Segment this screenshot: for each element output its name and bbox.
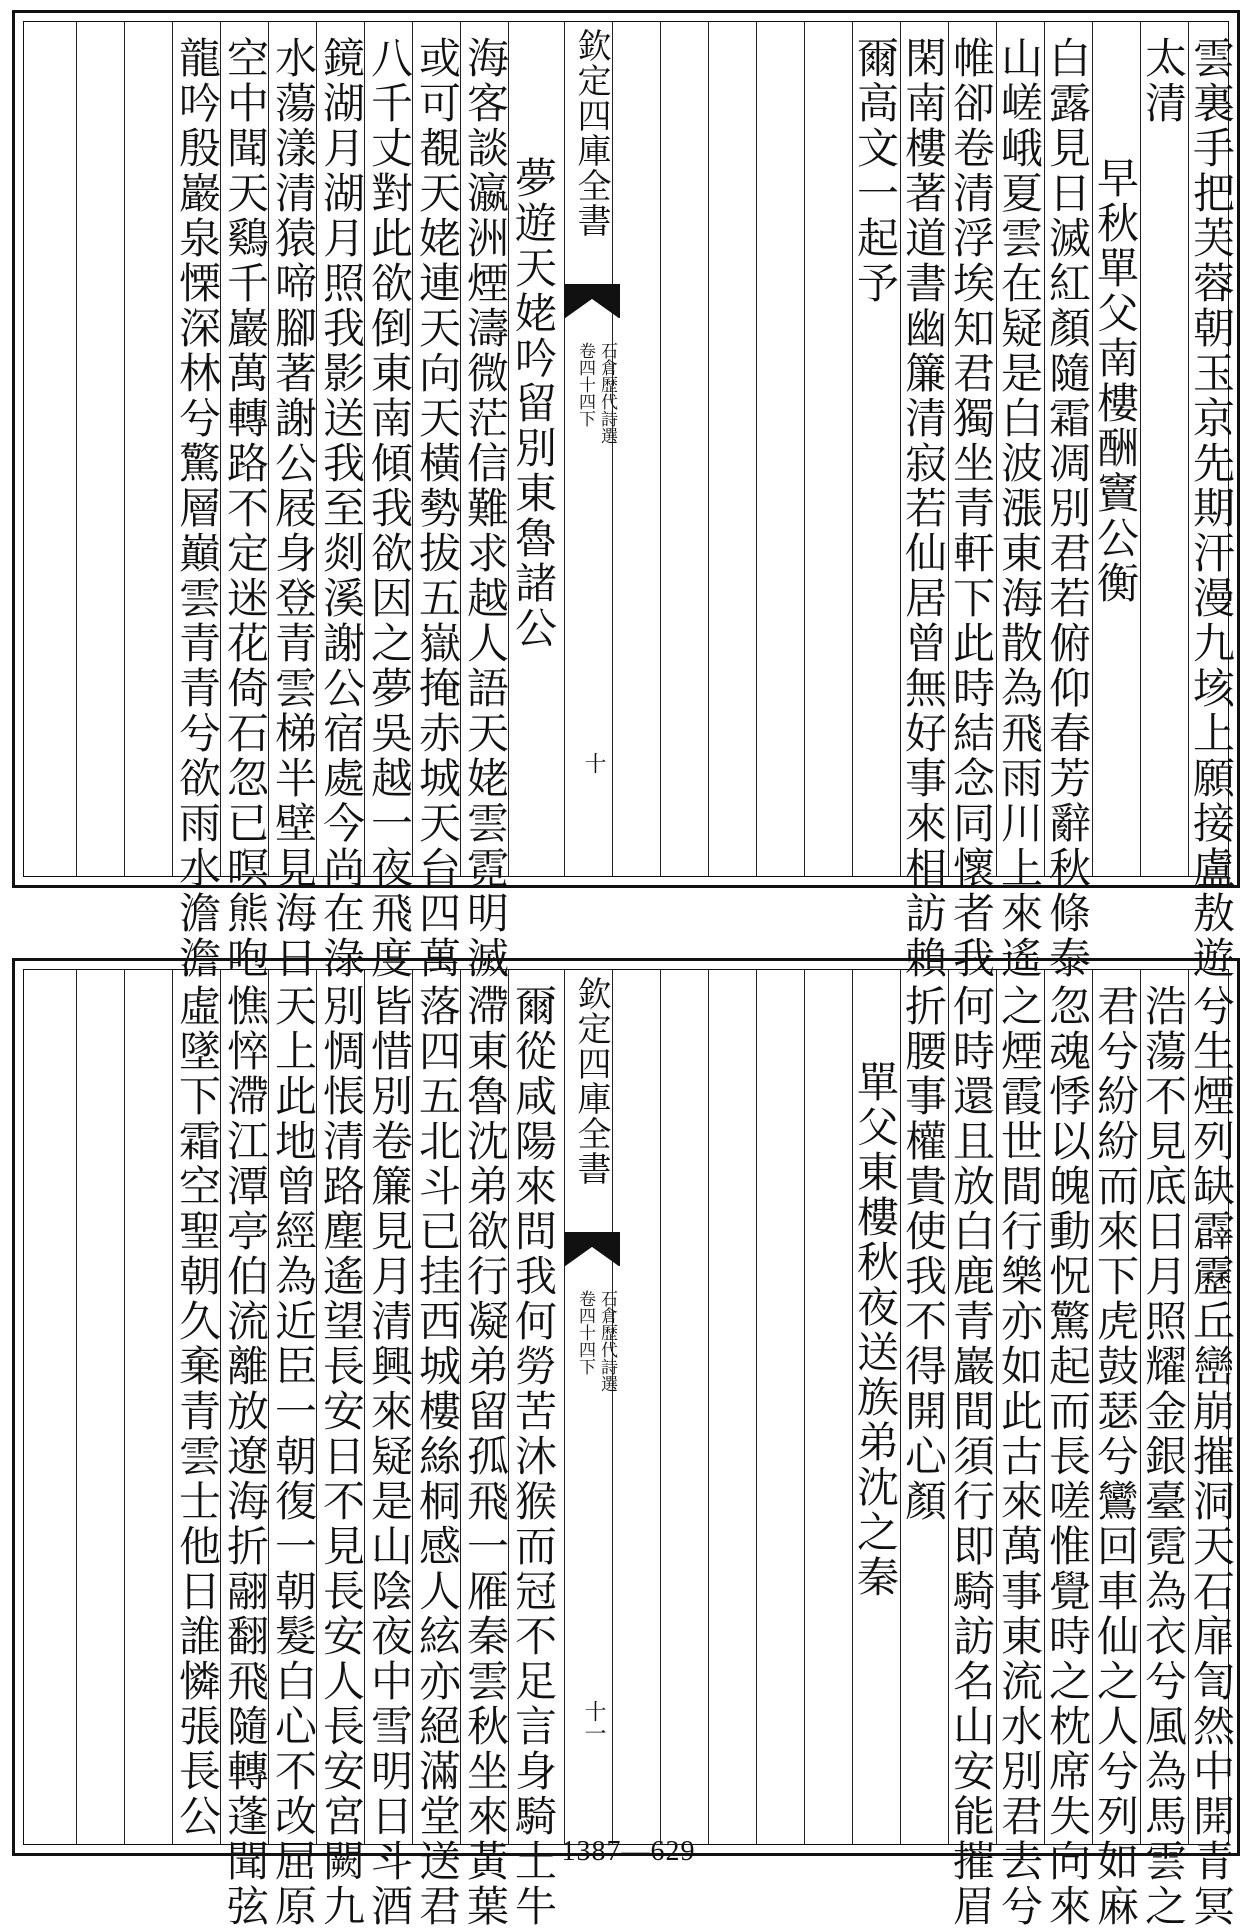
text-column: 鏡湖月湖月照我影送我至剡溪謝公宿處今尚在淥 xyxy=(317,36,366,981)
fish-tail-ornament-icon xyxy=(564,284,620,318)
text-column: 皆惜別卷簾見月清興來疑是山陰夜中雪明日斗酒 xyxy=(365,984,414,1929)
text-column: 山嵯峨夏雲在疑是白波漲東海散為飛雨川上來遙 xyxy=(995,36,1044,981)
text-column: 爾高文一起予 xyxy=(851,36,900,306)
text-column: 或可覩天姥連天向天橫勢拔五嶽掩赤城天台四萬 xyxy=(413,36,462,981)
text-column: 水蕩漾清猿啼腳著謝公屐身登青雲梯半壁見海日 xyxy=(269,36,318,981)
text-column: 何時還且放白鹿青巖間須行即騎訪名山安能摧眉 xyxy=(947,984,996,1929)
text-column: 海客談瀛洲煙濤微茫信難求越人語天姥雲霓明滅 xyxy=(461,36,510,981)
volume-label: 卷四十四下 xyxy=(575,342,595,427)
collection-name: 石倉歷代詩選 xyxy=(597,1290,617,1392)
text-column: 太清 xyxy=(1139,36,1188,126)
text-column: 龍吟殷巖泉慄深林兮驚層巔雲青青兮欲雨水澹澹 xyxy=(173,36,222,981)
text-column: 天上此地曾經為近臣一朝復一朝髮白心不改屈原 xyxy=(269,984,318,1929)
text-column: 閑南樓著道書幽簾清寂若仙居曾無好事來相訪賴 xyxy=(899,36,948,981)
fish-tail-ornament-icon xyxy=(564,1232,620,1266)
source-label xyxy=(566,342,618,444)
text-column: 君兮紛紛而來下虎鼓瑟兮鸞回車仙之人兮列如麻 xyxy=(1091,984,1140,1929)
volume-label: 卷四十四下 xyxy=(575,1290,595,1375)
text-column: 兮生煙列缺霹靂丘巒崩摧洞天石扉訇然中開青冥 xyxy=(1187,984,1236,1929)
text-column: 雲裏手把芙蓉朝玉京先期汗漫九垓上願接盧敖遊 xyxy=(1187,36,1236,981)
text-column: 白露見日滅紅顏隨霜凋別君若俯仰春芳辭秋條泰 xyxy=(1043,36,1092,981)
text-column: 忽魂悸以魄動怳驚起而長嗟惟覺時之枕席失向來 xyxy=(1043,984,1092,1929)
text-column: 折腰事權貴使我不得開心顏 xyxy=(899,984,948,1524)
text-column: 之煙霞世間行樂亦如此古來萬事東流水別君去兮 xyxy=(995,984,1044,1929)
page-number: 十 xyxy=(581,752,606,774)
top-page-centre-strip xyxy=(564,22,620,876)
text-column: 帷卻卷清浮埃知君獨坐青軒下此時結念同懷者我 xyxy=(947,36,996,981)
collection-name: 石倉歷代詩選 xyxy=(597,342,617,444)
poem-title: 夢遊天姥吟留別東魯諸公 xyxy=(509,156,558,651)
text-column: 落四五北斗已挂西城樓絲桐感人絃亦絕滿堂送君 xyxy=(413,984,462,1929)
source-label xyxy=(566,1290,618,1392)
text-column: 滯東魯沈弟欲行凝弟留孤飛一雁秦雲秋坐來黃葉 xyxy=(461,984,510,1929)
bottom-page-centre-strip xyxy=(564,970,620,1844)
page-stamp: 1387—629 xyxy=(561,1836,696,1867)
book-title: 欽定四庫全書 xyxy=(571,976,611,1186)
top-page-frame xyxy=(23,21,1236,981)
text-column: 虛墜下霜空聖朝久棄青雲士他日誰憐張長公 xyxy=(173,984,222,1839)
bottom-page xyxy=(12,958,1240,1929)
poem-title: 早秋單父南樓酬竇公衡 xyxy=(1091,156,1140,606)
text-column: 八千丈對此欲倒東南傾我欲因之夢吳越一夜飛度 xyxy=(365,36,414,981)
text-column: 別惆悵清路塵遙望長安日不見長安人長安宮闕九 xyxy=(317,984,366,1929)
text-column: 空中聞天鷄千巖萬轉路不定迷花倚石忽已暝熊咆 xyxy=(221,36,270,981)
poem-title: 單父東樓秋夜送族弟沈之秦 xyxy=(851,1060,900,1600)
page-number: 十一 xyxy=(581,1700,606,1744)
book-title: 欽定四庫全書 xyxy=(571,28,611,238)
text-column: 爾從咸陽來問我何勞苦沐猴而冠不足言身騎土牛 xyxy=(509,984,558,1929)
top-page xyxy=(12,10,1240,981)
text-column: 浩蕩不見底日月照耀金銀臺霓為衣兮風為馬雲之 xyxy=(1139,984,1188,1929)
text-column: 憔悴滯江潭亭伯流離放遼海折翮翻飛隨轉蓬聞弦 xyxy=(221,984,270,1929)
